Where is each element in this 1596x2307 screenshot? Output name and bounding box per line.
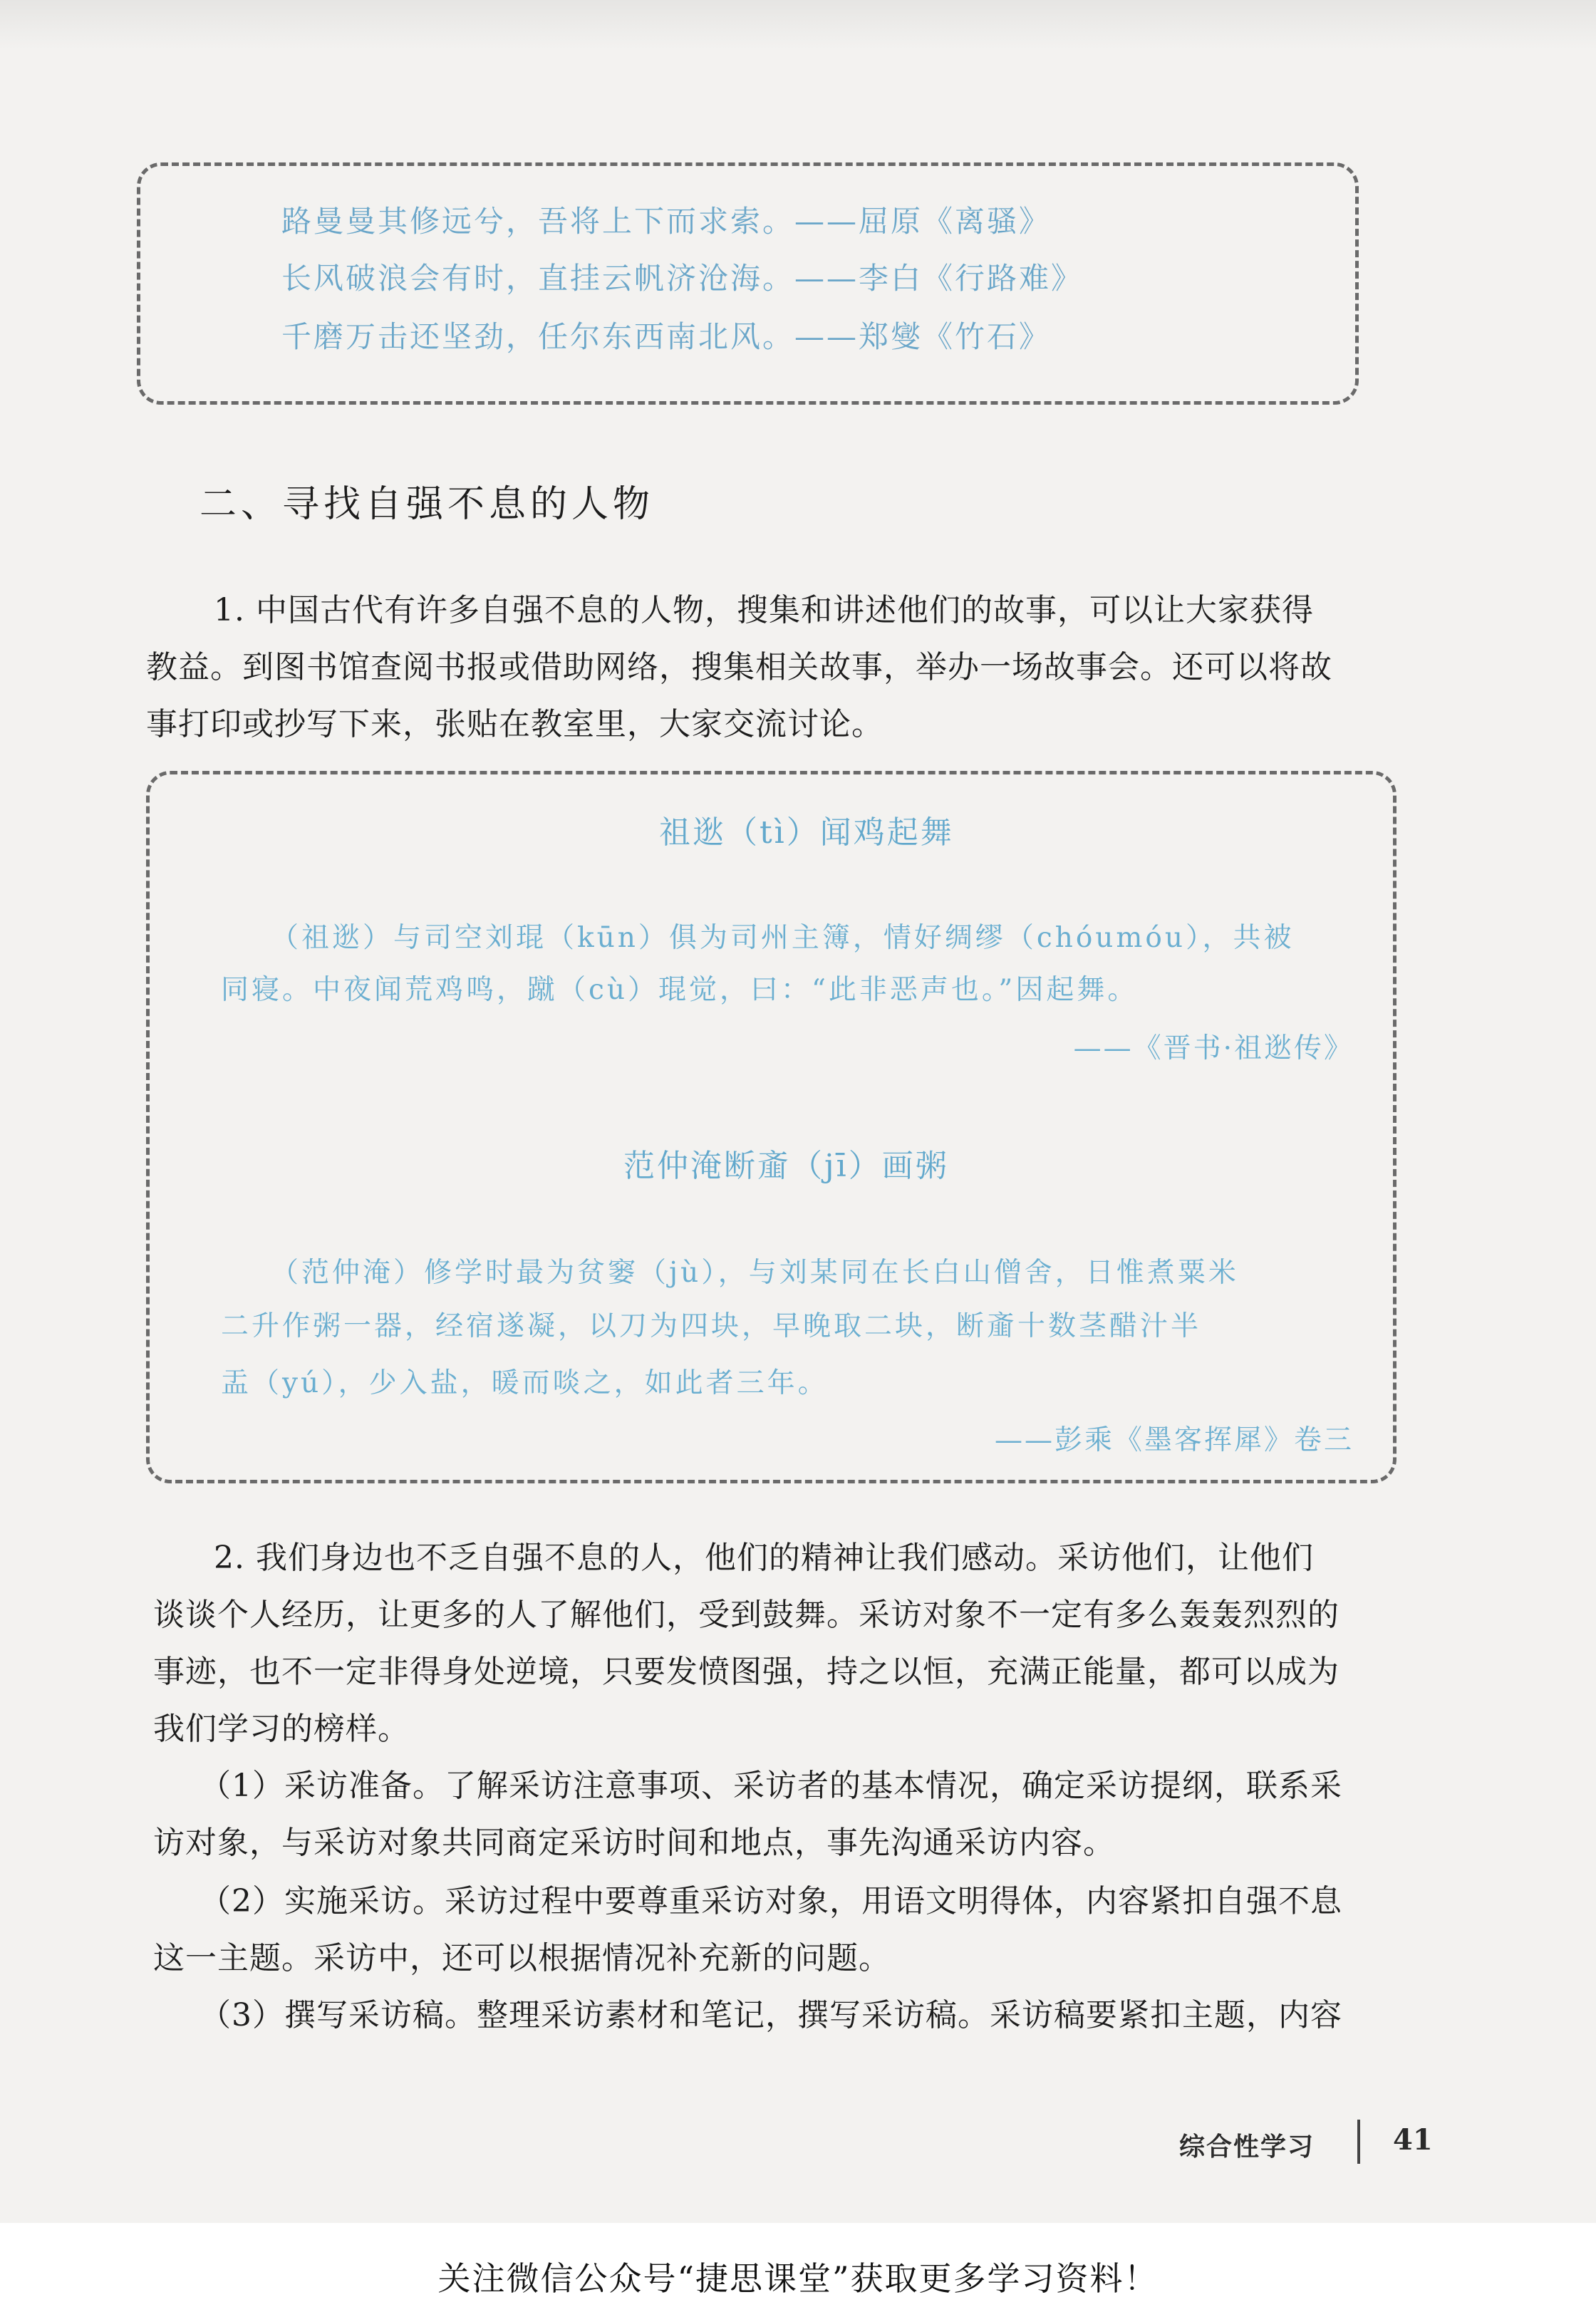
paragraph-line: 事迹，也不一定非得身处逆境，只要发愤图强，持之以恒，充满正能量，都可以成为 xyxy=(153,1654,1340,1690)
paragraph-line: 谈谈个人经历，让更多的人了解他们，受到鼓舞。采访对象不一定有多么轰轰烈烈的 xyxy=(153,1597,1340,1633)
section-heading: 二、寻找自强不息的人物 xyxy=(200,483,655,526)
story-line: 盂（yú），少入盐，暖而啖之，如此者三年。 xyxy=(221,1367,829,1399)
story-source: ——《晋书·祖逖传》 xyxy=(1073,1032,1354,1064)
step-line: （1）采访准备。了解采访注意事项、采访者的基本情况，确定采访提纲，联系采 xyxy=(200,1768,1342,1804)
story-title: 范仲淹断齑（jī）画粥 xyxy=(623,1148,949,1184)
story-line: 二升作粥一器，经宿遂凝，以刀为四块，早晚取二块，断齑十数茎醋汁半 xyxy=(221,1310,1202,1342)
paragraph-line: 我们学习的榜样。 xyxy=(153,1711,410,1747)
story-line: 同寝。中夜闻荒鸡鸣，蹴（cù）琨觉，曰：“此非恶声也。”因起舞。 xyxy=(221,974,1139,1006)
footer-divider xyxy=(1357,2120,1360,2164)
quote-line: 千磨万击还坚劲，任尔东西南北风。——郑燮《竹石》 xyxy=(281,319,1052,354)
paragraph-line: 2. 我们身边也不乏自强不息的人，他们的精神让我们感动。采访他们，让他们 xyxy=(214,1540,1314,1576)
quote-line: 路曼曼其修远兮，吾将上下而求索。——屈原《离骚》 xyxy=(281,204,1052,239)
paragraph-line: 1. 中国古代有许多自强不息的人物，搜集和讲述他们的故事，可以让大家获得 xyxy=(214,592,1314,628)
story-line: （范仲淹）修学时最为贫窭（jù），与刘某同在长白山僧舍，日惟煮粟米 xyxy=(271,1257,1239,1289)
story-title: 祖逖（tì）闻鸡起舞 xyxy=(659,814,954,851)
step-line: 访对象，与采访对象共同商定采访时间和地点，事先沟通采访内容。 xyxy=(153,1825,1115,1861)
paragraph-line: 教益。到图书馆查阅书报或借助网络，搜集相关故事，举办一场故事会。还可以将故 xyxy=(146,649,1332,685)
story-line: （祖逖）与司空刘琨（kūn）俱为司州主簿，情好绸缪（chóumóu），共被 xyxy=(271,922,1295,954)
watermark-caption: 关注微信公众号“捷思课堂”获取更多学习资料！ xyxy=(437,2259,1159,2298)
step-line: （3）撰写采访稿。整理采访素材和笔记，撰写采访稿。采访稿要紧扣主题，内容 xyxy=(200,1997,1342,2033)
footer-section-label: 综合性学习 xyxy=(1179,2132,1315,2162)
story-source: ——彭乘《墨客挥犀》卷三 xyxy=(994,1424,1354,1456)
quote-line: 长风破浪会有时，直挂云帆济沧海。——李白《行路难》 xyxy=(281,261,1084,296)
page-number: 41 xyxy=(1393,2123,1433,2157)
step-line: （2）实施采访。采访过程中要尊重采访对象，用语文明得体，内容紧扣自强不息 xyxy=(200,1883,1342,1919)
paragraph-line: 事打印或抄写下来，张贴在教室里，大家交流讨论。 xyxy=(146,706,884,742)
step-line: 这一主题。采访中，还可以根据情况补充新的问题。 xyxy=(153,1940,891,1976)
